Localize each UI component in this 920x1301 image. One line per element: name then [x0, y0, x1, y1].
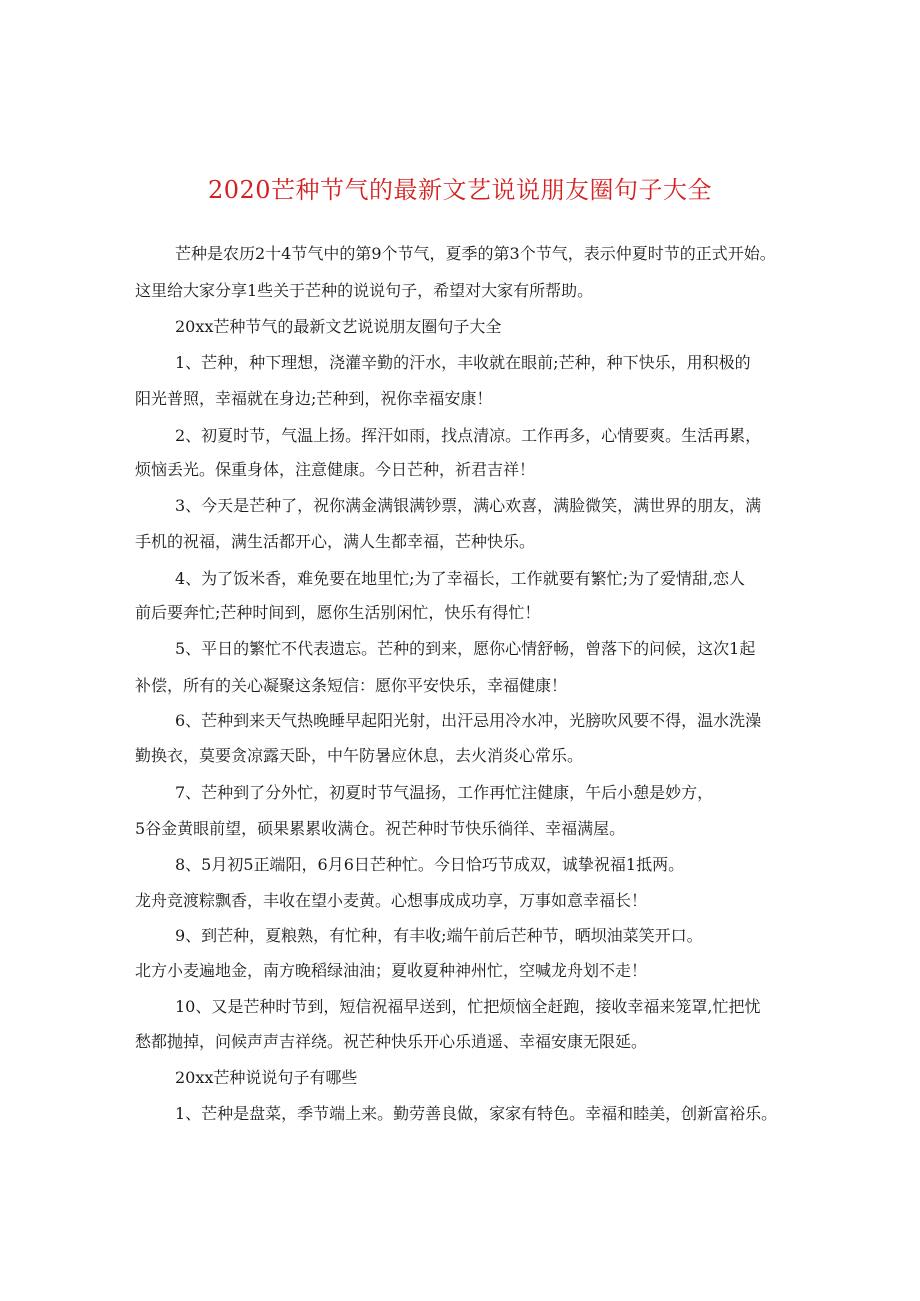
- item-5-line-2: 补偿，所有的关心凝聚这条短信：愿你平安快乐，幸福健康！: [135, 676, 568, 695]
- item-4-line-2: 前后要奔忙;芒种时间到，愿你生活别闲忙，快乐有得忙！: [135, 603, 541, 622]
- item-2-line-1: 2、初夏时节，气温上扬。挥汗如雨，找点清凉。工作再多，心情要爽。生活再累，: [175, 426, 762, 445]
- item-1-line-2: 阳光普照，幸福就在身边;芒种到，祝你幸福安康！: [135, 389, 493, 408]
- item-9-line-2: 北方小麦遍地金，南方晚稻绿油油；夏收夏种神州忙，空喊龙舟划不走！: [135, 961, 648, 980]
- intro-line-1: 芒种是农历2十4节气中的第9个节气，夏季的第3个节气，表示仲夏时节的正式开始。: [175, 244, 776, 263]
- item-6-line-1: 6、芒种到来天气热晚睡早起阳光射，出汗忌用冷水冲，光膀吹风要不得，温水洗澡: [175, 711, 762, 730]
- item-8-line-1: 8、5月初5正端阳，6月6日芒种忙。今日恰巧节成双，诚挚祝福1抵两。: [175, 855, 685, 874]
- item-5-line-1: 5、平日的繁忙不代表遗忘。芒种的到来，愿你心情舒畅，曾落下的问候，这次1起: [175, 639, 756, 658]
- item-1-line-1: 1、芒种，种下理想，浇灌辛勤的汗水，丰收就在眼前;芒种，种下快乐，用积极的: [175, 353, 751, 372]
- item-7-line-1: 7、芒种到了分外忙，初夏时节气温扬，工作再忙注健康，午后小憩是妙方，: [175, 783, 714, 802]
- intro-line-2: 这里给大家分享1些关于芒种的说说句子，希望对大家有所帮助。: [135, 281, 594, 300]
- item-9-line-1: 9、到芒种，夏粮熟，有忙种，有丰收;端午前后芒种节，晒坝油菜笑开口。: [175, 926, 703, 945]
- document-title: 2020芒种节气的最新文艺说说朋友圈句子大全: [207, 176, 713, 204]
- item-3-line-1: 3、今天是芒种了，祝你满金满银满钞票，满心欢喜，满脸微笑，满世界的朋友，满: [175, 496, 762, 515]
- item-8-line-2: 龙舟竞渡粽飘香，丰收在望小麦黄。心想事成成功享，万事如意幸福长！: [135, 891, 648, 910]
- item-7-line-2: 5谷金黄眼前望，硕果累累收满仓。祝芒种时节快乐徜徉、幸福满屋。: [135, 819, 626, 838]
- item-2-line-2: 烦恼丢光。保重身体，注意健康。今日芒种，祈君吉祥！: [135, 460, 536, 479]
- item-10-line-1: 10、又是芒种时节到，短信祝福早送到，忙把烦恼全赶跑，接收幸福来笼罩,忙把忧: [175, 997, 761, 1016]
- item-3-line-2: 手机的祝福，满生活都开心，满人生都幸福，芒种快乐。: [135, 532, 536, 551]
- section-heading-2: 20xx芒种说说句子有哪些: [175, 1068, 358, 1087]
- section2-item-1: 1、芒种是盘菜，季节端上来。勤劳善良做，家家有特色。幸福和睦美，创新富裕乐。: [175, 1104, 778, 1123]
- item-6-line-2: 勤换衣，莫要贪凉露天卧，中午防暑应休息，去火消炎心常乐。: [135, 746, 584, 765]
- item-4-line-1: 4、为了饭米香，难免要在地里忙;为了幸福长，工作就要有繁忙;为了爱情甜,恋人: [175, 569, 746, 588]
- section-heading-1: 20xx芒种节气的最新文艺说说朋友圈句子大全: [175, 317, 502, 336]
- item-10-line-2: 愁都抛掉，问候声声吉祥绕。祝芒种快乐开心乐逍遥、幸福安康无限延。: [135, 1032, 648, 1051]
